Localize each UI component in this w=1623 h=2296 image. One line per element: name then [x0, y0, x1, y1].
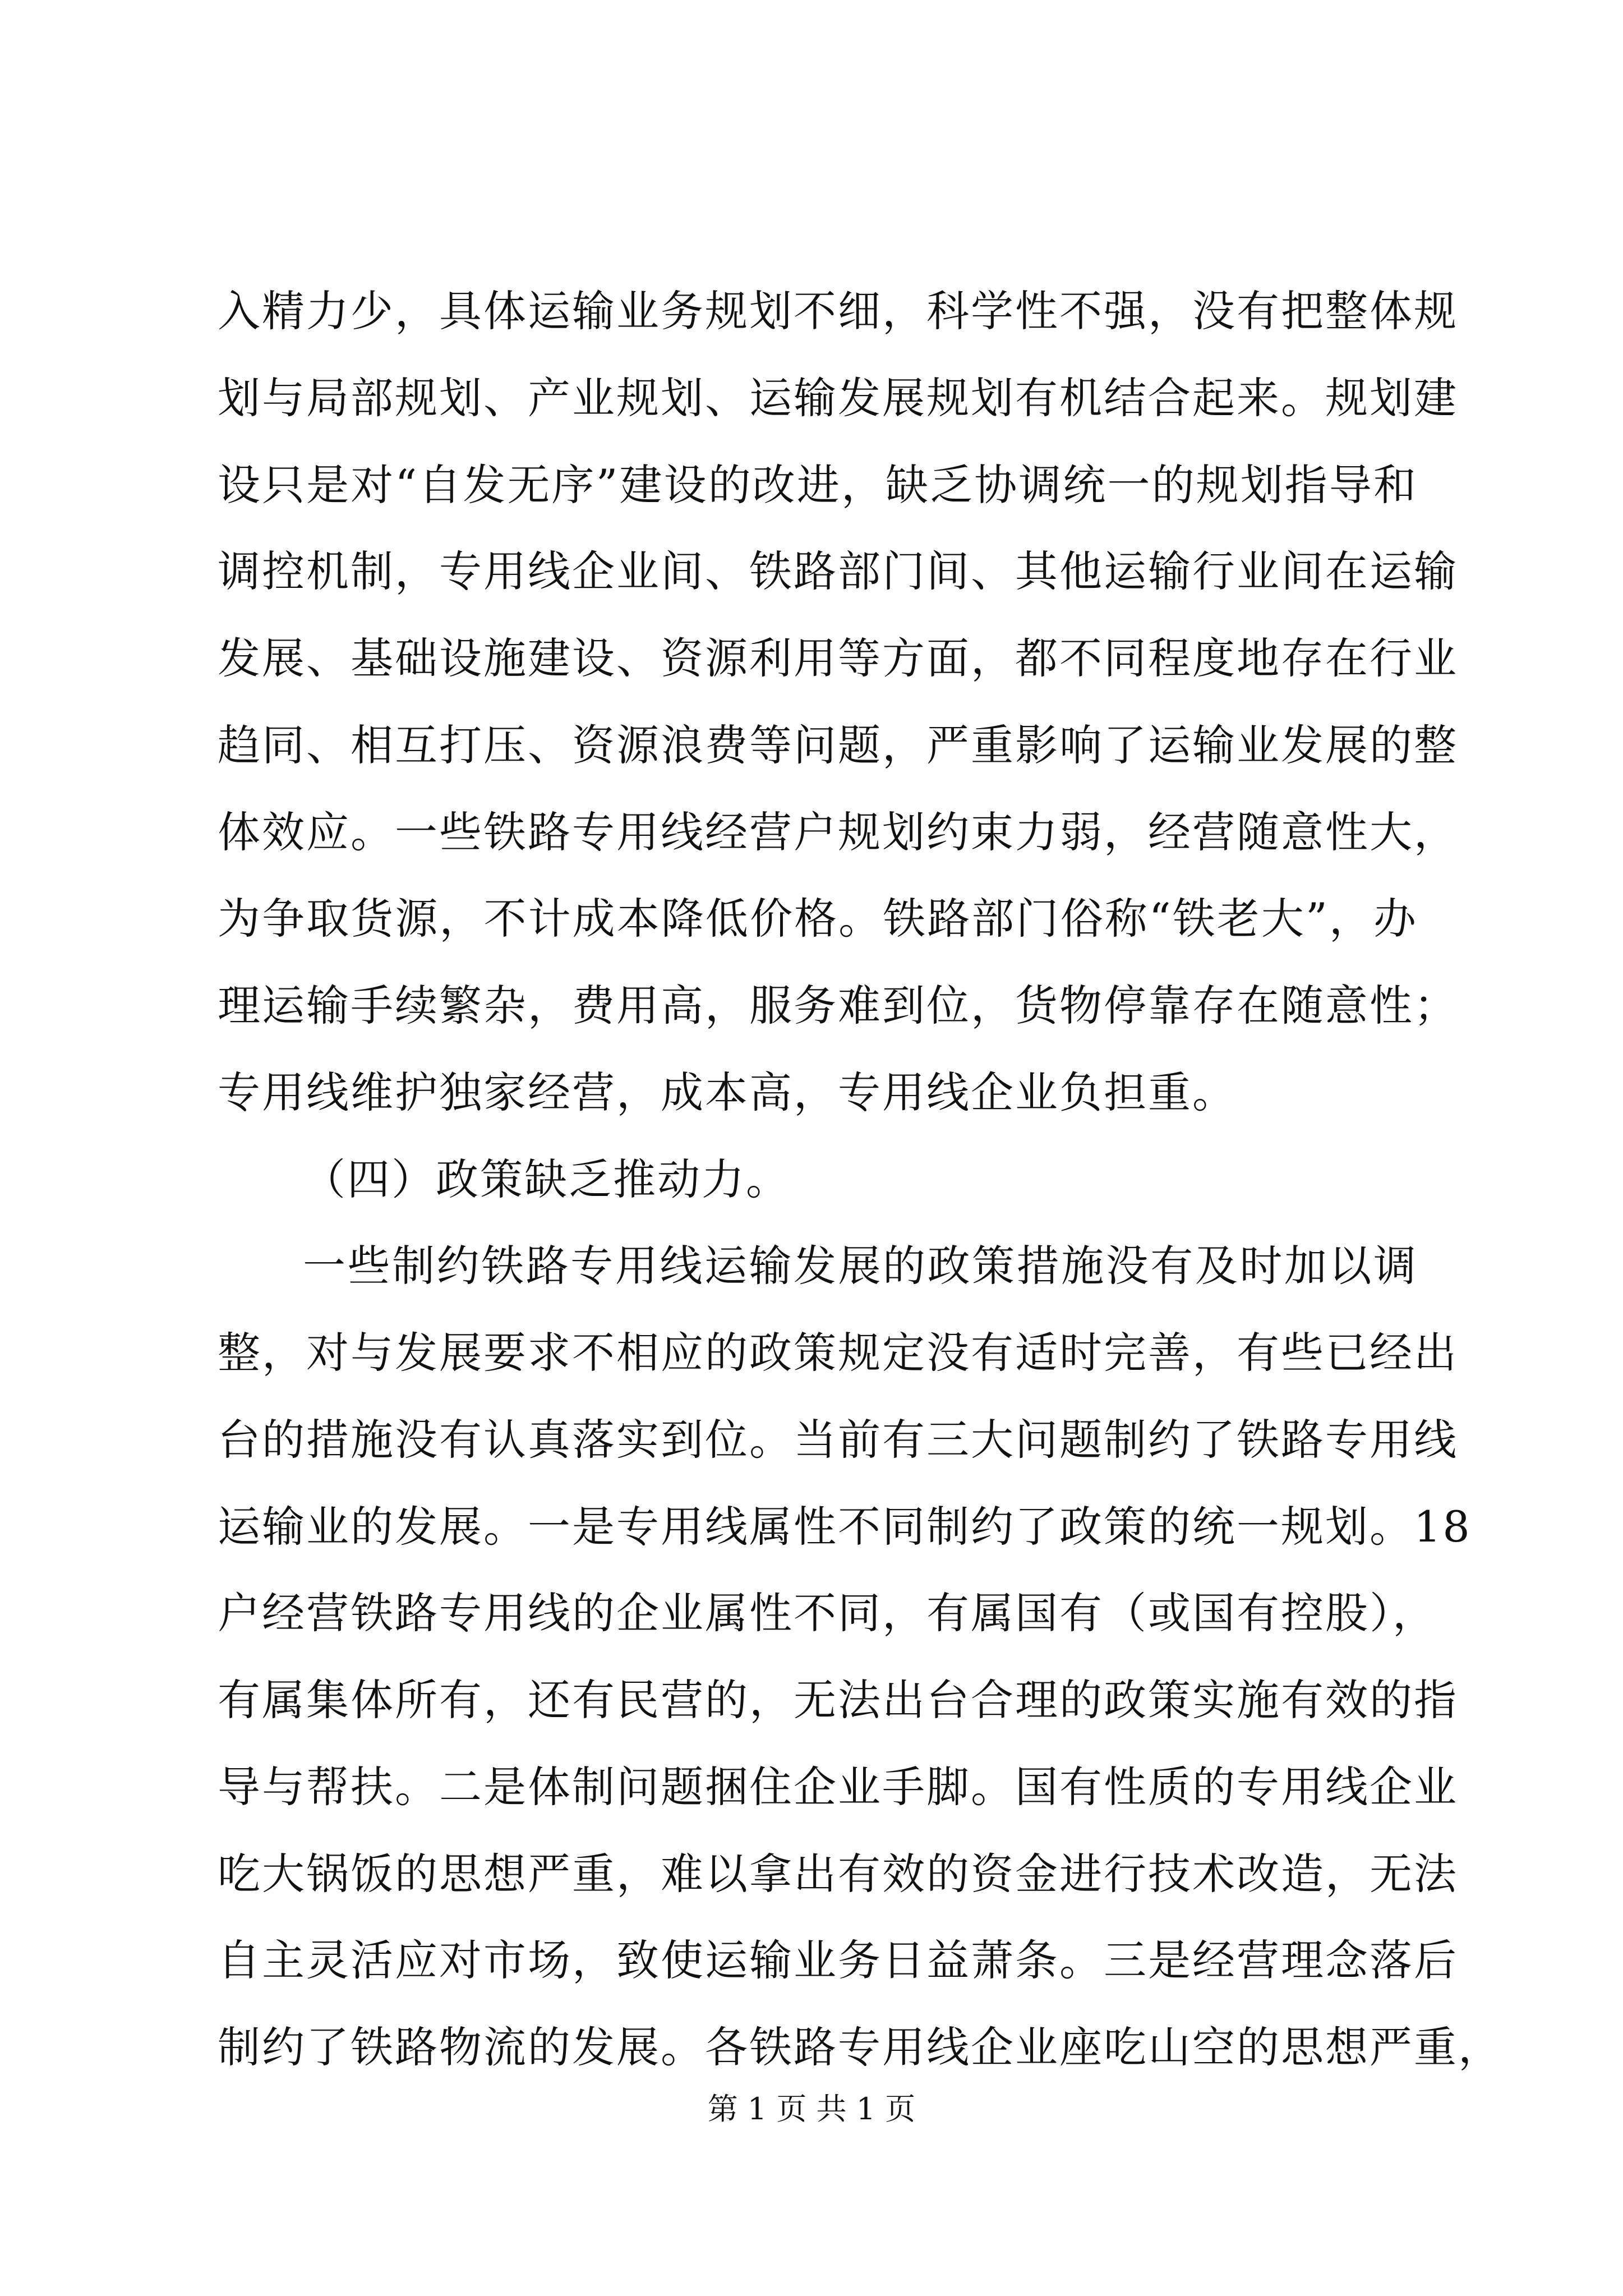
text-line: 导与帮扶。二是体制问题捆住企业手脚。国有性质的专用线企业 [218, 1762, 1458, 1812]
text-line: 制约了铁路物流的发展。各铁路专用线企业座吃山空的思想严重， [218, 2022, 1502, 2072]
text-line: 有属集体所有，还有民营的，无法出台合理的政策实施有效的指 [218, 1675, 1458, 1725]
text-line: 趋同、相互打压、资源浪费等问题，严重影响了运输业发展的整 [218, 720, 1458, 770]
text-line: 一些制约铁路专用线运输发展的政策措施没有及时加以调 [303, 1241, 1418, 1291]
text-line: 体效应。一些铁路专用线经营户规划约束力弱，经营随意性大， [218, 807, 1458, 857]
text-line: 调控机制，专用线企业间、铁路部门间、其他运输行业间在运输 [218, 546, 1458, 596]
section-heading: （四）政策缺乏推动力。 [303, 1154, 790, 1204]
text-line: 入精力少，具体运输业务规划不细，科学性不强，没有把整体规 [218, 286, 1458, 336]
text-line: 自主灵活应对市场，致使运输业务日益萧条。三是经营理念落后 [218, 1935, 1458, 1985]
text-line: 台的措施没有认真落实到位。当前有三大问题制约了铁路专用线 [218, 1415, 1458, 1465]
text-line: 发展、基础设施建设、资源利用等方面，都不同程度地存在行业 [218, 633, 1458, 683]
text-line: 户经营铁路专用线的企业属性不同，有属国有（或国有控股）， [218, 1588, 1437, 1638]
text-line: 设只是对“自发无序”建设的改进，缺乏协调统一的规划指导和 [218, 460, 1418, 510]
text-line: 划与局部规划、产业规划、运输发展规划有机结合起来。规划建 [218, 373, 1458, 423]
text-line: 理运输手续繁杂，费用高，服务难到位，货物停靠存在随意性； [218, 981, 1458, 1030]
text-line: 专用线维护独家经营，成本高，专用线企业负担重。 [218, 1068, 1237, 1117]
text-line: 运输业的发展。一是专用线属性不同制约了政策的统一规划。18 [218, 1502, 1472, 1552]
text-line: 为争取货源，不计成本降低价格。铁路部门俗称“铁老大”，办 [218, 894, 1418, 944]
page-footer: 第 1 页 共 1 页 [707, 2091, 916, 2127]
text-line: 整，对与发展要求不相应的政策规定没有适时完善，有些已经出 [218, 1328, 1458, 1378]
text-line: 吃大锅饭的思想严重，难以拿出有效的资金进行技术改造，无法 [218, 1849, 1458, 1899]
